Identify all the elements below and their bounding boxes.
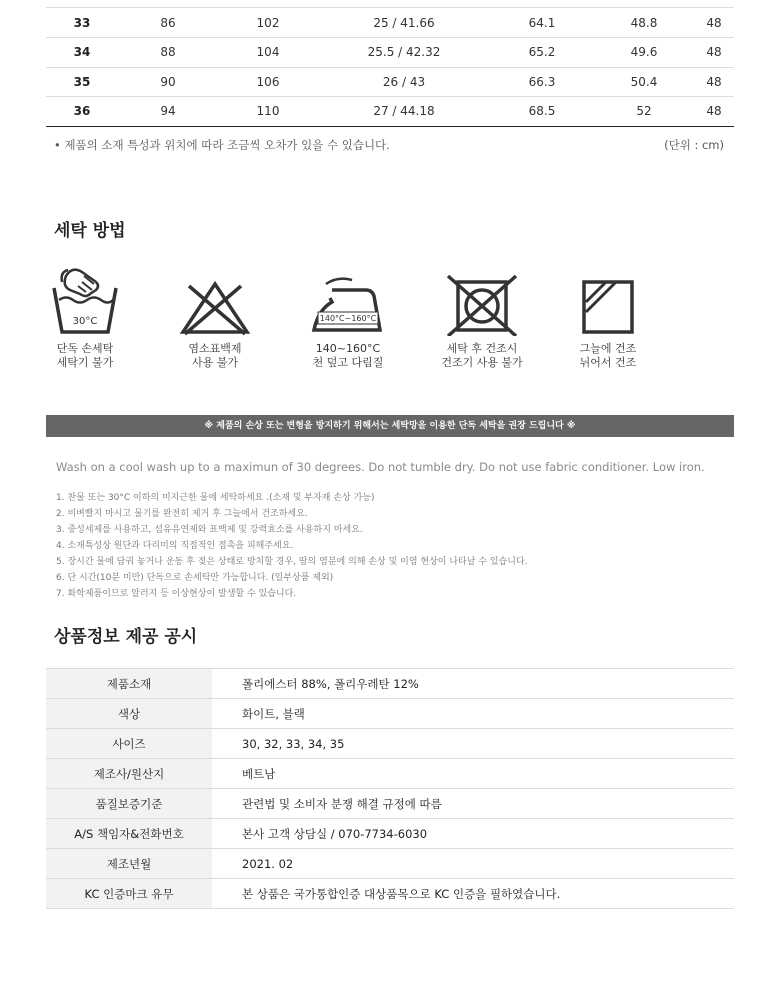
iron-icon [308,262,388,336]
info-key: 제품소재 [46,669,212,699]
info-key: 품질보증기준 [46,789,212,819]
wash-english-note: Wash on a cool wash up to a maximun of 30 degrees. Do not tumble dry. Do not use fabric conditioner. Low iron. [56,460,705,474]
wash-item-shade-flat-dry [553,262,663,370]
table-row [46,759,734,789]
size-cell: 26 / 43 [318,67,490,97]
size-cell: 25 / 41.66 [318,8,490,38]
info-key: 제조사/원산지 [46,759,212,789]
no-tumble-dry-icon [442,262,522,336]
list-item: 7. 화학제품이므로 알러지 등 이상현상이 발생할 수 있습니다. [56,589,297,599]
size-cell: 48 [694,97,734,127]
size-cell: 94 [118,97,218,127]
table-row [46,819,734,849]
wash-item-hand-wash [30,262,140,370]
list-item: 6. 단 시간(10분 미만) 단독으로 손세탁만 가능합니다. (일부상품 제외) [56,573,334,583]
no-bleach-icon [175,262,255,336]
unit-label: (단위 : cm) [664,138,724,152]
info-key: 제조년월 [46,849,212,879]
info-value: 화이트, 블랙 [212,699,734,729]
table-row [46,97,734,127]
list-item: 1. 찬물 또는 30°C 이하의 미지근한 물에 세탁하세요 .(소재 및 부자재 손상 가능) [56,493,375,503]
size-cell: 34 [46,38,118,68]
size-cell: 86 [118,8,218,38]
info-value: 2021. 02 [212,849,734,879]
size-cell: 68.5 [490,97,594,127]
wash-instructions [56,490,527,602]
info-key: KC 인증마크 유무 [46,879,212,909]
size-cell: 25.5 / 42.32 [318,38,490,68]
product-info-table [46,668,734,909]
hand-wash-temp: 30°C [72,316,98,327]
iron-temp: 140°C~160°C [319,314,377,323]
wash-label-line2: 세탁기 불가 [56,356,114,369]
list-item: 2. 비벼빨지 마시고 물기를 완전히 제거 후 그늘에서 건조하세요. [56,509,308,519]
size-cell: 52 [594,97,694,127]
wash-item-no-tumble-dry [427,262,537,370]
info-key: 사이즈 [46,729,212,759]
list-item: 3. 중성세제를 사용하고, 섬유유연제와 표백제 및 강력효소를 사용하지 마세요. [56,525,363,535]
size-cell: 64.1 [490,8,594,38]
size-note: • 제품의 소재 특성과 위치에 따라 조금씩 오차가 있을 수 있습니다. [54,138,390,152]
size-cell: 48 [694,38,734,68]
size-cell: 36 [46,97,118,127]
table-row [46,8,734,38]
table-row [46,879,734,909]
wash-label-line2: 사용 불가 [191,356,238,369]
info-value: 베트남 [212,759,734,789]
info-value: 본사 고객 상담실 / 070-7734-6030 [212,819,734,849]
size-cell: 50.4 [594,67,694,97]
wash-item-no-bleach [160,262,270,370]
table-row [46,729,734,759]
wash-label-line2: 천 덮고 다림질 [312,356,384,369]
info-value: 30, 32, 33, 34, 35 [212,729,734,759]
wash-item-iron [293,262,403,370]
info-value: 폴리에스터 88%, 폴리우레탄 12% [212,669,734,699]
wash-label-line2: 건조기 사용 불가 [441,356,523,369]
info-key: 색상 [46,699,212,729]
size-cell: 35 [46,67,118,97]
wash-label-line1: 세탁 후 건조시 [446,342,518,355]
hand-wash-icon [50,262,120,336]
size-cell: 33 [46,8,118,38]
size-cell: 48 [694,67,734,97]
size-cell: 48.8 [594,8,694,38]
table-row [46,849,734,879]
size-cell: 66.3 [490,67,594,97]
size-cell: 102 [218,8,318,38]
product-info-title: 상품정보 제공 공시 [54,627,198,647]
wash-label-line1: 단독 손세탁 [56,342,114,355]
wash-banner: ※ 제품의 손상 또는 변형을 방지하기 위해서는 세탁망을 이용한 단독 세탁을 권장 드립니다 ※ [46,415,734,437]
table-row [46,38,734,68]
list-item: 4. 소재특성상 원단과 다리미의 직접적인 접촉을 피해주세요. [56,541,294,551]
info-value: 본 상품은 국가통합인증 대상품목으로 KC 인증을 필하였습니다. [212,879,734,909]
size-cell: 49.6 [594,38,694,68]
size-table [46,8,734,127]
size-cell: 27 / 44.18 [318,97,490,127]
size-cell: 88 [118,38,218,68]
wash-label-line1: 그늘에 건조 [579,342,637,355]
shade-flat-dry-icon [568,262,648,336]
table-row [46,789,734,819]
info-value: 관련법 및 소비자 분쟁 해결 규정에 따름 [212,789,734,819]
size-cell: 48 [694,8,734,38]
table-row [46,669,734,699]
size-cell: 65.2 [490,38,594,68]
size-cell: 90 [118,67,218,97]
size-cell: 110 [218,97,318,127]
table-row [46,699,734,729]
size-cell: 106 [218,67,318,97]
info-key: A/S 책임자&전화번호 [46,819,212,849]
wash-title: 세탁 방법 [54,221,126,241]
table-row [46,67,734,97]
wash-label-line1: 140~160°C [315,342,381,355]
wash-label-line2: 뉘어서 건조 [579,356,637,369]
size-cell: 104 [218,38,318,68]
wash-label-line1: 염소표백제 [188,342,242,355]
list-item: 5. 장시간 물에 담궈 놓거나 운동 후 젖은 상태로 방치할 경우, 땀의 염분에 의해 손상 및 이염 현상이 나타날 수 있습니다. [56,557,528,567]
